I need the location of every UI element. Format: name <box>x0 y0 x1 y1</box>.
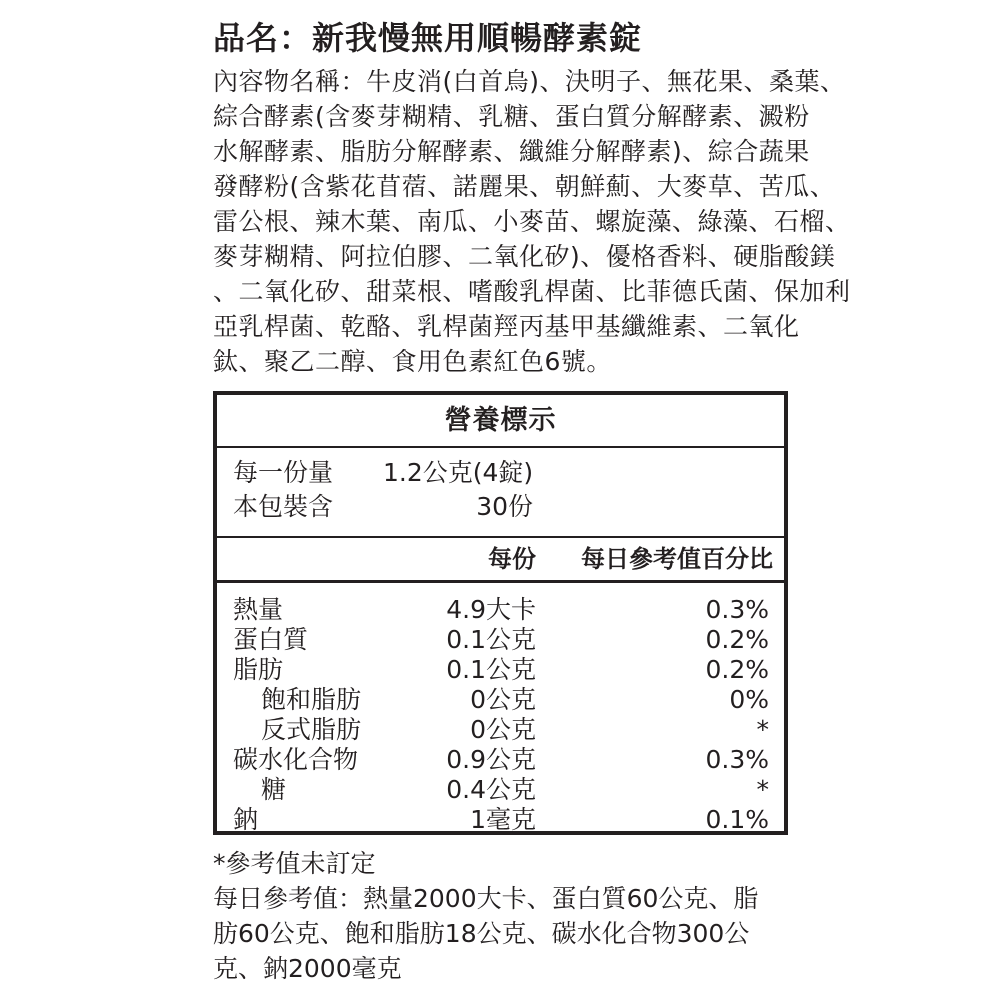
nutrition-column-header <box>217 538 784 583</box>
nutrient-name: 飽和脂肪 <box>261 685 362 714</box>
nutrient-amount: 0公克 <box>470 715 536 744</box>
nutrient-row <box>217 715 784 745</box>
ingredients-line: 、二氧化矽、甜菜根、嗜酸乳桿菌、比菲德氏菌、保加利 <box>213 277 851 306</box>
ingredients-line: 綜合酵素(含麥芽糊精、乳糖、蛋白質分解酵素、澱粉 <box>213 102 810 131</box>
daily-value-header: 每日參考值百分比 <box>581 545 773 573</box>
servings-label: 本包裝含 <box>233 492 334 521</box>
nutrient-row <box>217 745 784 775</box>
nutrient-daily-value: * <box>756 715 769 744</box>
nutrition-facts-table <box>213 391 788 835</box>
ingredients-list <box>213 64 851 379</box>
nutrient-name: 鈉 <box>233 805 259 834</box>
label-content <box>213 14 851 379</box>
nutrient-daily-value: 0.2% <box>705 655 769 684</box>
nutrient-daily-value: 0.2% <box>705 625 769 654</box>
ingredients-line: 內容物名稱：牛皮消(白首烏)、決明子、無花果、桑葉、 <box>213 67 846 96</box>
per-serving-header: 每份 <box>488 545 536 573</box>
nutrient-name: 蛋白質 <box>233 625 309 654</box>
footnote-line: 克、鈉2000毫克 <box>213 954 402 983</box>
serving-info <box>217 448 784 538</box>
ingredients-line: 亞乳桿菌、乾酪、乳桿菌羥丙基甲基纖維素、二氧化 <box>213 312 800 341</box>
product-title: 品名：新我慢無用順暢酵素錠 <box>213 19 643 57</box>
footnote-line: *參考值未訂定 <box>213 849 376 878</box>
nutrient-amount: 0公克 <box>470 685 536 714</box>
nutrient-row <box>217 685 784 715</box>
ingredients-line: 水解酵素、脂肪分解酵素、纖維分解酵素)、綜合蔬果 <box>213 137 810 166</box>
serving-size-row <box>233 456 534 490</box>
nutrient-rows <box>217 583 784 835</box>
footnote <box>213 846 788 986</box>
footnote-line: 肪60公克、飽和脂肪18公克、碳水化合物300公 <box>213 919 750 948</box>
nutrient-amount: 0.1公克 <box>446 625 536 654</box>
nutrient-daily-value: 0.3% <box>705 595 769 624</box>
nutrient-name: 反式脂肪 <box>261 715 362 744</box>
nutrient-name: 糖 <box>261 775 287 804</box>
nutrient-daily-value: 0.1% <box>705 805 769 834</box>
nutrient-amount: 0.4公克 <box>446 775 536 804</box>
ingredients-line: 鈦、聚乙二醇、食用色素紅色6號。 <box>213 347 612 376</box>
servings-row <box>233 490 533 524</box>
nutrient-name: 脂肪 <box>233 655 284 684</box>
nutrient-daily-value: 0% <box>729 685 769 714</box>
nutrient-amount: 1毫克 <box>470 805 536 834</box>
nutrient-name: 碳水化合物 <box>233 745 359 774</box>
ingredients-line: 雷公根、辣木葉、南瓜、小麥苗、螺旋藻、綠藻、石榴、 <box>213 207 851 236</box>
nutrient-daily-value: 0.3% <box>705 745 769 774</box>
footnote-line: 每日參考值：熱量2000大卡、蛋白質60公克、脂 <box>213 884 759 913</box>
nutrient-row <box>217 595 784 625</box>
nutrient-row <box>217 625 784 655</box>
servings-value: 30份 <box>476 492 533 521</box>
nutrient-row <box>217 655 784 685</box>
serving-size-label: 每一份量 <box>233 458 334 487</box>
nutrient-name: 熱量 <box>233 595 284 624</box>
nutrient-daily-value: * <box>756 775 769 804</box>
ingredients-line: 麥芽糊精、阿拉伯膠、二氧化矽)、優格香料、硬脂酸鎂 <box>213 242 836 271</box>
serving-size-value: 1.2公克(4錠) <box>383 458 534 487</box>
nutrient-row <box>217 775 784 805</box>
nutrient-amount: 4.9大卡 <box>446 595 536 624</box>
nutrient-amount: 0.1公克 <box>446 655 536 684</box>
nutrient-row <box>217 805 784 835</box>
nutrient-amount: 0.9公克 <box>446 745 536 774</box>
ingredients-line: 發酵粉(含紫花苜蓿、諾麗果、朝鮮薊、大麥草、苦瓜、 <box>213 172 836 201</box>
nutrition-title: 營養標示 <box>217 395 784 448</box>
